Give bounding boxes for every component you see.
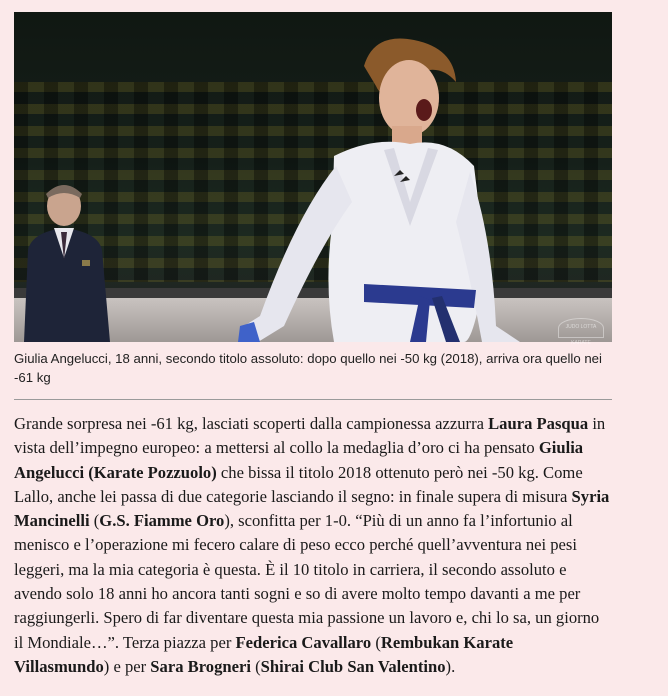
bold-name: Giulia Angelucci (Karate Pozzuolo): [14, 438, 584, 482]
photo-caption: Giulia Angelucci, 18 anni, secondo titolo assoluto: dopo quello nei -50 kg (2018), arriva ora quello nei -61 kg: [14, 351, 602, 385]
bold-club: G.S. Fiamme Oro: [99, 511, 225, 531]
text-span: (: [250, 656, 261, 676]
text-span: (: [89, 511, 100, 531]
text-span: ).: [445, 656, 456, 676]
article: [14, 12, 612, 696]
text-span: ) e per: [103, 656, 151, 676]
bold-name: Laura Pasqua: [488, 414, 589, 433]
watermark-logo-text: JUDO LOTTA KARATE: [565, 324, 597, 346]
article-photo: [14, 12, 612, 346]
article-figure: [14, 12, 612, 387]
caption-divider: [14, 399, 612, 400]
article-paragraph: [14, 412, 612, 679]
bold-name: Sara Brogneri: [150, 656, 251, 676]
referee-figure: [18, 180, 128, 342]
text-span: in vista dell’impegno europeo: a mettersi al collo la medaglia d’oro ci ha pensato: [14, 414, 606, 458]
bold-name: Federica Cavallaro: [235, 632, 372, 652]
bold-name: Syria Mancinelli: [14, 486, 610, 531]
text-span: ), sconfitta per 1-0. “Più di un anno fa l’infortunio al menisco e l’operazione mi fecero calare di peso ecco perché quell’avventura nei pesi leggeri, ma la mia categoria è questa. È il 10 titolo in carriera, il secondo assoluto e avendo solo 18 anni ho ancora tanti sogni e so di avere molto tempo davanti a me per raggiungerli. Spero di far diventare questa mia passione un lavoro e, chi lo sa, un giorno il Mondiale…”. Terza piazza per: [14, 511, 600, 652]
text-span: che bissa il titolo 2018 ottenuto però nei -50 kg. Come Lallo, anche lei passa di due categorie lasciando il segno: in finale supera di misura: [14, 462, 583, 506]
watermark-logo: [558, 318, 604, 346]
text-span: Grande sorpresa nei -61 kg, lasciati scoperti dalla campionessa azzurra: [14, 414, 489, 433]
athlete-figure: [224, 26, 524, 342]
text-span: (: [371, 632, 381, 652]
bold-club: Shirai Club San Valentino: [260, 656, 446, 676]
bold-club: Rembukan Karate Villasmundo: [14, 632, 514, 676]
